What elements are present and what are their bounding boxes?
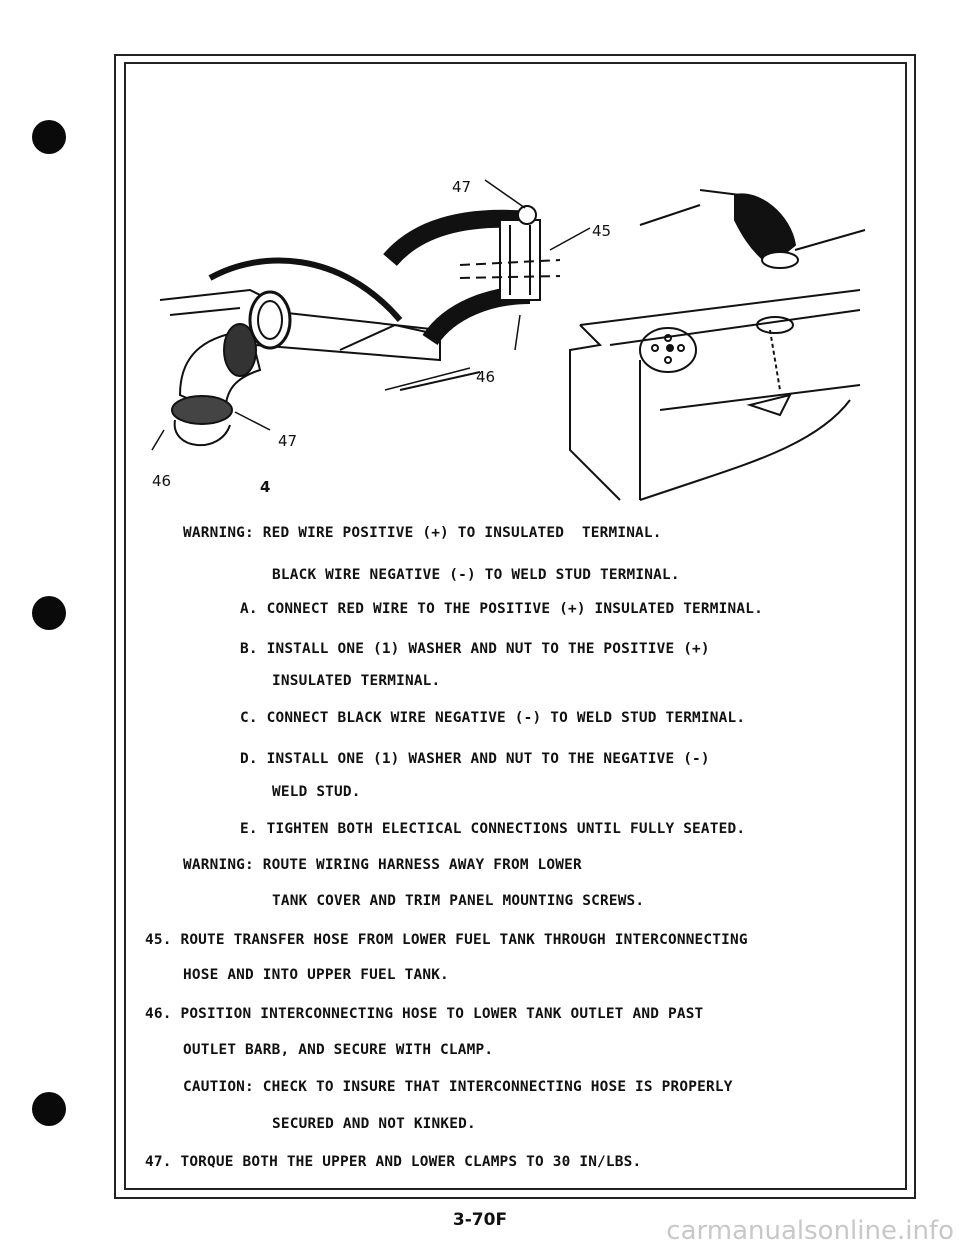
warning-harness: WARNING: ROUTE WIRING HARNESS AWAY FROM LOWER xyxy=(183,857,582,873)
step-45: 45. ROUTE TRANSFER HOSE FROM LOWER FUEL TANK THROUGH INTERCONNECTING xyxy=(145,932,748,948)
step-c: C. CONNECT BLACK WIRE NEGATIVE (-) TO WELD STUD TERMINAL. xyxy=(240,710,746,726)
binder-hole-1 xyxy=(32,120,66,154)
callout-4: 4 xyxy=(260,478,271,496)
step-d: D. INSTALL ONE (1) WASHER AND NUT TO THE NEGATIVE (-) xyxy=(240,751,710,767)
callout-45: 45 xyxy=(592,222,612,240)
step-45-cont: HOSE AND INTO UPPER FUEL TANK. xyxy=(183,967,449,983)
step-e: E. TIGHTEN BOTH ELECTICAL CONNECTIONS UNTIL FULLY SEATED. xyxy=(240,821,746,837)
binder-hole-2 xyxy=(32,596,66,630)
watermark: carmanualsonline.info xyxy=(666,1216,954,1246)
warning-red-wire: WARNING: RED WIRE POSITIVE (+) TO INSULATED TERMINAL. xyxy=(183,525,662,541)
page-number: 3-70F xyxy=(452,1210,508,1230)
fuel-tank-hose-illustration xyxy=(140,150,880,520)
caution-hose: CAUTION: CHECK TO INSURE THAT INTERCONNECTING HOSE IS PROPERLY xyxy=(183,1079,733,1095)
step-46: 46. POSITION INTERCONNECTING HOSE TO LOWER TANK OUTLET AND PAST xyxy=(145,1006,704,1022)
step-a: A. CONNECT RED WIRE TO THE POSITIVE (+) INSULATED TERMINAL. xyxy=(240,601,763,617)
step-46-cont: OUTLET BARB, AND SECURE WITH CLAMP. xyxy=(183,1042,494,1058)
step-47: 47. TORQUE BOTH THE UPPER AND LOWER CLAMPS TO 30 IN/LBS. xyxy=(145,1154,642,1170)
warning-harness-cont: TANK COVER AND TRIM PANEL MOUNTING SCREWS. xyxy=(272,893,645,909)
callout-47-lower: 47 xyxy=(278,432,298,450)
callout-46-center: 46 xyxy=(476,368,496,386)
step-b-cont: INSULATED TERMINAL. xyxy=(272,673,441,689)
step-b: B. INSTALL ONE (1) WASHER AND NUT TO THE POSITIVE (+) xyxy=(240,641,710,657)
callout-46-left: 46 xyxy=(152,472,172,490)
warning-black-wire: BLACK WIRE NEGATIVE (-) TO WELD STUD TERMINAL. xyxy=(272,567,680,583)
callout-47-top: 47 xyxy=(452,178,472,196)
caution-hose-cont: SECURED AND NOT KINKED. xyxy=(272,1116,476,1132)
binder-hole-3 xyxy=(32,1092,66,1126)
step-d-cont: WELD STUD. xyxy=(272,784,361,800)
